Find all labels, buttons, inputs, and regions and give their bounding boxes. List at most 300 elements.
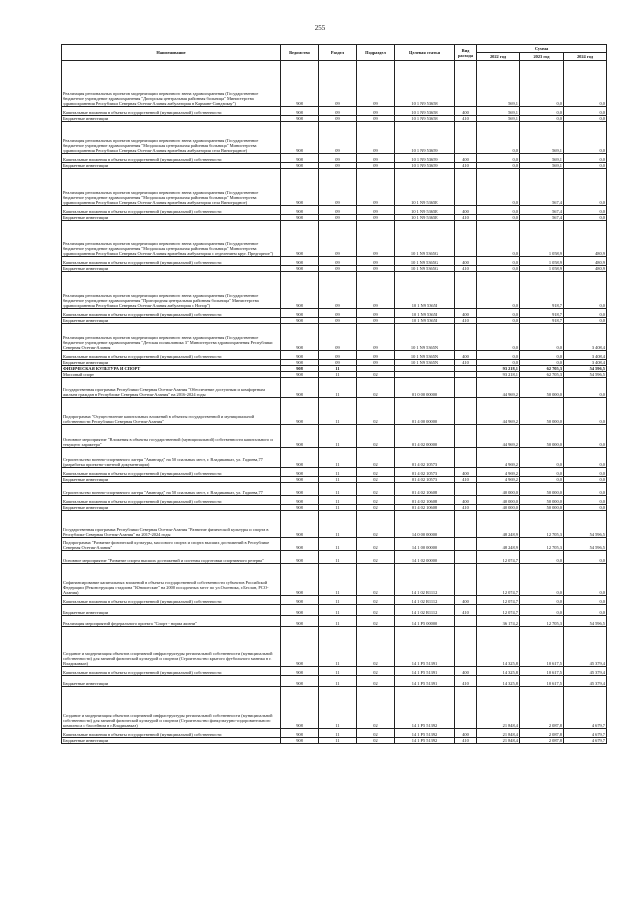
header-name: Наименование <box>62 45 281 61</box>
row-expense-type <box>455 448 477 468</box>
row-vedomstvo: 908 <box>281 366 319 372</box>
table-row <box>62 169 607 206</box>
row-sum-2023: 1 058,9 <box>520 221 564 257</box>
row-target-article: 14 1 02 00000 <box>395 551 455 564</box>
row-podrazdel: 02 <box>357 627 395 667</box>
row-name: Государственная программа Республики Северная Осетия-Алания "Обеспечение доступным и комфортным жильем граждан в Республике Северная Осетия-Алания" на 2016-2024 годы <box>62 378 281 398</box>
row-razdel: 11 <box>319 468 357 477</box>
row-expense-type <box>455 616 477 627</box>
row-vedomstvo: 908 <box>281 257 319 266</box>
row-sum-2022: 21 848,4 <box>477 738 520 744</box>
row-name: Подпрограмма "Осуществление капитальных вложений в объекты государственной и муниципальной собственности Республики Северная Осетия-Алания" <box>62 398 281 425</box>
row-razdel: 11 <box>319 627 357 667</box>
row-razdel: 11 <box>319 676 357 687</box>
row-name: Строительство военно-спортивного лагеря "Авангард" на 50 спальных мест, г. Владикавказ, ул. Гадиева,77 (разработка проектно-сметной документации) <box>62 448 281 468</box>
row-expense-type <box>455 687 477 729</box>
row-sum-2023: 0,0 <box>520 351 564 360</box>
row-sum-2024: 0,0 <box>564 496 607 505</box>
row-razdel: 09 <box>319 61 357 107</box>
row-sum-2023: 569,1 <box>520 154 564 163</box>
row-razdel: 11 <box>319 551 357 564</box>
row-razdel: 11 <box>319 738 357 744</box>
row-sum-2024: 0,0 <box>564 309 607 318</box>
row-sum-2023: 12 705,3 <box>520 616 564 627</box>
row-sum-2024: 0,0 <box>564 272 607 309</box>
table-row <box>62 676 607 687</box>
row-expense-type <box>455 272 477 309</box>
row-sum-2023: 50 000,0 <box>520 425 564 448</box>
row-sum-2024: 54 596,5 <box>564 538 607 551</box>
page-number: 255 <box>314 24 326 32</box>
row-sum-2024: 0,0 <box>564 107 607 116</box>
row-sum-2022: 569,1 <box>477 116 520 122</box>
header-vedomstvo: Ведомство <box>281 45 319 61</box>
table-row <box>62 206 607 215</box>
row-razdel: 11 <box>319 398 357 425</box>
row-sum-2024: 0,0 <box>564 551 607 564</box>
row-name: Бюджетные инвестиции <box>62 215 281 221</box>
row-sum-2023: 0,0 <box>520 360 564 366</box>
row-vedomstvo: 908 <box>281 564 319 596</box>
row-sum-2024: 0,0 <box>564 215 607 221</box>
row-expense-type: 400 <box>455 596 477 605</box>
row-sum-2022: 0,0 <box>477 169 520 206</box>
row-target-article: 10 1 N9 5365I <box>395 318 455 324</box>
table-row <box>62 496 607 505</box>
row-expense-type <box>455 551 477 564</box>
row-expense-type: 410 <box>455 266 477 272</box>
row-sum-2023: 0,0 <box>520 107 564 116</box>
row-sum-2022: 569,1 <box>477 61 520 107</box>
row-name: Бюджетные инвестиции <box>62 676 281 687</box>
row-sum-2023: 12 705,3 <box>520 538 564 551</box>
row-podrazdel: 09 <box>357 215 395 221</box>
row-target-article: 10 1 N9 53659 <box>395 122 455 154</box>
row-expense-type <box>455 483 477 496</box>
row-razdel: 11 <box>319 372 357 378</box>
row-vedomstvo: 908 <box>281 448 319 468</box>
row-sum-2023: 2 087,8 <box>520 687 564 729</box>
row-podrazdel: 09 <box>357 221 395 257</box>
row-target-article: 14 1 02 R1112 <box>395 596 455 605</box>
row-name: Реализация региональных проектов модернизации первичного звена здравоохранения (Государственное бюджетное учреждение здравоохранения "Дигорская центральная районная больница" Министерства здравоохранения Республики Северная Осетия-Алания амбулатория в Кармане-Синдзикау") <box>62 61 281 107</box>
row-vedomstvo: 908 <box>281 360 319 366</box>
row-expense-type: 410 <box>455 215 477 221</box>
row-sum-2023: 2 087,8 <box>520 729 564 738</box>
budget-table <box>61 44 607 744</box>
row-sum-2024: 0,0 <box>564 425 607 448</box>
row-vedomstvo: 908 <box>281 221 319 257</box>
row-target-article: 14 1 P5 51392 <box>395 687 455 729</box>
row-podrazdel: 02 <box>357 564 395 596</box>
table-row <box>62 61 607 107</box>
row-name: Капитальные вложения в объекты государственной (муниципальной) собственности <box>62 729 281 738</box>
row-target-article: 10 1 N9 53658 <box>395 116 455 122</box>
row-vedomstvo: 908 <box>281 468 319 477</box>
row-expense-type <box>455 221 477 257</box>
row-name: Реализация региональных проектов модернизации первичного звена здравоохранения (Государственное бюджетное учреждение здравоохранения "Моздокская центральная районная больница" Министерства здравоохранения Республики Северная Осетия-Алания врачебная амбулатория села Виноградное) <box>62 122 281 154</box>
row-sum-2023: 50 000,0 <box>520 483 564 496</box>
row-vedomstvo: 908 <box>281 154 319 163</box>
row-expense-type: 410 <box>455 477 477 483</box>
row-vedomstvo: 908 <box>281 538 319 551</box>
row-razdel: 09 <box>319 154 357 163</box>
row-sum-2024: 480,9 <box>564 221 607 257</box>
row-target-article: 01 4 00 00000 <box>395 398 455 425</box>
row-sum-2022: 93 218,1 <box>477 366 520 372</box>
row-target-article: 10 1 N9 5365G <box>395 221 455 257</box>
row-target-article: 10 1 N9 5365I <box>395 309 455 318</box>
row-expense-type: 400 <box>455 468 477 477</box>
row-vedomstvo: 908 <box>281 511 319 538</box>
row-vedomstvo: 908 <box>281 215 319 221</box>
row-podrazdel: 09 <box>357 122 395 154</box>
row-target-article: 14 1 P5 51392 <box>395 729 455 738</box>
table-row <box>62 538 607 551</box>
row-name: Капитальные вложения в объекты государственной (муниципальной) собственности <box>62 496 281 505</box>
row-target-article: 10 1 N9 53659 <box>395 163 455 169</box>
row-name: Софинансирование капитальных вложений в объекты государственной собственности субъектов Российской Федерации (Реконструкция стадиона "Юношеские" на 2000 посадочных мест по ул.Охотника, г.Беслан, РСО-Алания) <box>62 564 281 596</box>
row-razdel: 09 <box>319 206 357 215</box>
row-vedomstvo: 908 <box>281 483 319 496</box>
row-sum-2024: 0,0 <box>564 206 607 215</box>
table-row <box>62 154 607 163</box>
row-vedomstvo: 908 <box>281 163 319 169</box>
table-row <box>62 378 607 398</box>
header-year-2022: 2022 год <box>477 53 520 61</box>
row-sum-2024: 0,0 <box>564 169 607 206</box>
row-sum-2023: 50 000,0 <box>520 496 564 505</box>
table-row <box>62 122 607 154</box>
row-podrazdel: 02 <box>357 667 395 676</box>
row-name: Капитальные вложения в объекты государственной (муниципальной) собственности <box>62 309 281 318</box>
row-vedomstvo: 908 <box>281 687 319 729</box>
row-razdel: 11 <box>319 483 357 496</box>
row-vedomstvo: 908 <box>281 627 319 667</box>
row-sum-2022: 12 074,7 <box>477 596 520 605</box>
row-expense-type: 410 <box>455 605 477 616</box>
row-vedomstvo: 908 <box>281 378 319 398</box>
row-name: Капитальные вложения в объекты государственной (муниципальной) собственности <box>62 468 281 477</box>
row-razdel: 09 <box>319 324 357 351</box>
row-sum-2024: 0,0 <box>564 116 607 122</box>
row-target-article: 14 1 00 00000 <box>395 538 455 551</box>
row-sum-2024: 0,0 <box>564 154 607 163</box>
row-vedomstvo: 908 <box>281 266 319 272</box>
row-vedomstvo: 908 <box>281 477 319 483</box>
row-sum-2022: 36 174,2 <box>477 616 520 627</box>
row-name: Реализация мероприятий федерального проекта "Спорт - норма жизни" <box>62 616 281 627</box>
row-sum-2022: 48 248,9 <box>477 511 520 538</box>
row-sum-2023: 50 000,0 <box>520 398 564 425</box>
row-sum-2024: 0,0 <box>564 61 607 107</box>
row-vedomstvo: 908 <box>281 324 319 351</box>
row-expense-type: 400 <box>455 257 477 266</box>
row-vedomstvo: 908 <box>281 107 319 116</box>
table-row <box>62 425 607 448</box>
row-sum-2024: 480,9 <box>564 266 607 272</box>
row-name: Бюджетные инвестиции <box>62 163 281 169</box>
row-sum-2022: 0,0 <box>477 272 520 309</box>
row-podrazdel: 09 <box>357 309 395 318</box>
row-expense-type: 410 <box>455 676 477 687</box>
row-sum-2024: 0,0 <box>564 477 607 483</box>
row-podrazdel: 09 <box>357 360 395 366</box>
row-sum-2024: 480,9 <box>564 257 607 266</box>
row-target-article: 14 1 02 R1112 <box>395 564 455 596</box>
row-name: Капитальные вложения в объекты государственной (муниципальной) собственности <box>62 206 281 215</box>
row-expense-type: 410 <box>455 505 477 511</box>
row-sum-2024: 0,0 <box>564 378 607 398</box>
row-name: Подпрограмма "Развитие физической культуры, массового спорта и спорта высших достижений в Республике Северная Осетия-Алания" <box>62 538 281 551</box>
row-podrazdel: 09 <box>357 266 395 272</box>
table-row <box>62 616 607 627</box>
row-podrazdel: 09 <box>357 154 395 163</box>
row-sum-2022: 44 969,2 <box>477 378 520 398</box>
row-podrazdel: 02 <box>357 596 395 605</box>
row-name: Капитальные вложения в объекты государственной (муниципальной) собственности <box>62 154 281 163</box>
row-name: Создание и модернизация объектов спортивной инфраструктуры региональной собственности (муниципальной собственности) для занятий физической культурой и спортом (Строительство физкультурно-оздоровительного комплекса с бассейном в г.Владикавказ) <box>62 687 281 729</box>
row-sum-2022: 40 000,0 <box>477 505 520 511</box>
table-row <box>62 309 607 318</box>
row-sum-2022: 4 969,2 <box>477 448 520 468</box>
row-sum-2023: 62 705,3 <box>520 366 564 372</box>
row-sum-2022: 12 074,7 <box>477 564 520 596</box>
row-sum-2022: 21 848,4 <box>477 729 520 738</box>
row-sum-2023: 50 000,0 <box>520 378 564 398</box>
row-expense-type <box>455 425 477 448</box>
row-name: Бюджетные инвестиции <box>62 266 281 272</box>
row-sum-2022: 0,0 <box>477 318 520 324</box>
row-razdel: 09 <box>319 116 357 122</box>
row-podrazdel: 02 <box>357 605 395 616</box>
row-name: Капитальные вложения в объекты государственной (муниципальной) собственности <box>62 351 281 360</box>
row-sum-2023: 0,0 <box>520 596 564 605</box>
row-expense-type: 400 <box>455 107 477 116</box>
row-sum-2022: 12 074,7 <box>477 551 520 564</box>
row-podrazdel: 02 <box>357 729 395 738</box>
row-target-article: 10 1 N9 5365Е <box>395 215 455 221</box>
table-row <box>62 257 607 266</box>
row-vedomstvo: 908 <box>281 667 319 676</box>
row-podrazdel: 02 <box>357 448 395 468</box>
row-name: Капитальные вложения в объекты государственной (муниципальной) собственности <box>62 107 281 116</box>
row-podrazdel: 09 <box>357 351 395 360</box>
row-sum-2023: 0,0 <box>520 468 564 477</box>
row-sum-2024: 3 408,4 <box>564 360 607 366</box>
row-target-article: 01 0 00 00000 <box>395 378 455 398</box>
row-name: ФИЗИЧЕСКАЯ КУЛЬТУРА И СПОРТ <box>62 366 281 372</box>
row-target-article: 01 4 02 10608 <box>395 496 455 505</box>
row-sum-2022: 0,0 <box>477 351 520 360</box>
row-sum-2022: 48 248,9 <box>477 538 520 551</box>
row-sum-2024: 54 596,5 <box>564 366 607 372</box>
row-sum-2024: 3 408,4 <box>564 351 607 360</box>
row-target-article: 10 1 N9 53658 <box>395 61 455 107</box>
table-row <box>62 511 607 538</box>
table-row <box>62 351 607 360</box>
row-target-article: 14 1 P5 51391 <box>395 667 455 676</box>
header-expense-type: Вид расхода <box>455 45 477 61</box>
row-vedomstvo: 908 <box>281 398 319 425</box>
row-expense-type: 410 <box>455 163 477 169</box>
row-sum-2024: 0,0 <box>564 163 607 169</box>
table-row <box>62 605 607 616</box>
row-razdel: 11 <box>319 605 357 616</box>
row-target-article: 10 1 N9 5365N <box>395 360 455 366</box>
row-name: Реализация региональных проектов модернизации первичного звена здравоохранения (Государственное бюджетное учреждение здравоохранения "Детская поликлиника 3" Министерства здравоохранения Республики Северная Осетия-Алания <box>62 324 281 351</box>
table-row <box>62 448 607 468</box>
row-razdel: 11 <box>319 505 357 511</box>
row-target-article: 01 4 02 10573 <box>395 448 455 468</box>
row-name: Реализация региональных проектов модернизации первичного звена здравоохранения (Государственное бюджетное учреждение здравоохранения "Пригородная центральная районная больница" Министерства здравоохранения Республики Северная Осетия-Алания амбулатория с Ногир") <box>62 272 281 309</box>
row-expense-type <box>455 511 477 538</box>
row-podrazdel: 02 <box>357 496 395 505</box>
row-sum-2022: 0,0 <box>477 257 520 266</box>
row-razdel: 11 <box>319 616 357 627</box>
row-target-article: 01 4 02 10573 <box>395 477 455 483</box>
row-sum-2022: 0,0 <box>477 266 520 272</box>
row-vedomstvo: 908 <box>281 496 319 505</box>
row-expense-type: 400 <box>455 309 477 318</box>
table-row <box>62 221 607 257</box>
table-row <box>62 729 607 738</box>
row-podrazdel: 02 <box>357 676 395 687</box>
row-sum-2022: 21 848,4 <box>477 687 520 729</box>
row-razdel: 11 <box>319 667 357 676</box>
row-expense-type: 410 <box>455 318 477 324</box>
row-expense-type <box>455 627 477 667</box>
row-podrazdel: 02 <box>357 378 395 398</box>
row-expense-type <box>455 564 477 596</box>
row-razdel: 11 <box>319 596 357 605</box>
row-vedomstvo: 908 <box>281 169 319 206</box>
table-row <box>62 667 607 676</box>
row-sum-2024: 3 408,4 <box>564 324 607 351</box>
row-expense-type <box>455 169 477 206</box>
row-sum-2023: 569,1 <box>520 163 564 169</box>
row-razdel: 11 <box>319 477 357 483</box>
row-sum-2022: 14 325,8 <box>477 667 520 676</box>
row-sum-2023: 10 617,5 <box>520 627 564 667</box>
row-name: Массовый спорт <box>62 372 281 378</box>
row-expense-type: 400 <box>455 667 477 676</box>
row-target-article: 01 4 02 10608 <box>395 505 455 511</box>
row-vedomstvo: 908 <box>281 61 319 107</box>
row-sum-2022: 0,0 <box>477 360 520 366</box>
row-podrazdel: 09 <box>357 324 395 351</box>
row-razdel: 11 <box>319 378 357 398</box>
row-expense-type <box>455 538 477 551</box>
row-vedomstvo: 908 <box>281 272 319 309</box>
row-podrazdel: 02 <box>357 505 395 511</box>
row-vedomstvo: 908 <box>281 318 319 324</box>
row-razdel: 09 <box>319 215 357 221</box>
row-target-article: 10 1 N9 53659 <box>395 154 455 163</box>
row-sum-2022: 0,0 <box>477 324 520 351</box>
row-vedomstvo: 908 <box>281 309 319 318</box>
row-sum-2024: 4 679,7 <box>564 687 607 729</box>
header-razdel: Раздел <box>319 45 357 61</box>
row-podrazdel: 02 <box>357 738 395 744</box>
row-target-article: 01 4 02 10608 <box>395 483 455 496</box>
row-target-article: 01 4 02 10573 <box>395 468 455 477</box>
row-sum-2022: 0,0 <box>477 163 520 169</box>
row-vedomstvo: 908 <box>281 505 319 511</box>
row-podrazdel: 02 <box>357 483 395 496</box>
row-expense-type: 400 <box>455 729 477 738</box>
row-sum-2024: 0,0 <box>564 448 607 468</box>
row-target-article: 10 1 N9 5365I <box>395 272 455 309</box>
row-target-article: 10 1 N9 5365Е <box>395 169 455 206</box>
row-podrazdel: 02 <box>357 511 395 538</box>
table-row <box>62 687 607 729</box>
row-vedomstvo: 908 <box>281 372 319 378</box>
row-expense-type: 410 <box>455 116 477 122</box>
row-podrazdel: 09 <box>357 163 395 169</box>
row-razdel: 11 <box>319 448 357 468</box>
row-razdel: 09 <box>319 309 357 318</box>
row-sum-2024: 0,0 <box>564 564 607 596</box>
row-sum-2022: 4 969,2 <box>477 468 520 477</box>
row-target-article: 14 1 P5 00000 <box>395 616 455 627</box>
row-target-article: 10 1 N9 53658 <box>395 107 455 116</box>
header-sum: Сумма <box>477 45 607 53</box>
row-vedomstvo: 908 <box>281 616 319 627</box>
row-sum-2023: 1 058,9 <box>520 266 564 272</box>
row-expense-type: 400 <box>455 496 477 505</box>
row-sum-2022: 0,0 <box>477 309 520 318</box>
row-razdel: 11 <box>319 687 357 729</box>
row-sum-2022: 0,0 <box>477 215 520 221</box>
row-razdel: 09 <box>319 272 357 309</box>
row-expense-type: 410 <box>455 738 477 744</box>
header-year-2024: 2024 год <box>564 53 607 61</box>
row-sum-2023: 0,0 <box>520 324 564 351</box>
row-podrazdel: 09 <box>357 61 395 107</box>
row-target-article: 10 1 N9 5365Е <box>395 206 455 215</box>
row-razdel: 09 <box>319 107 357 116</box>
row-name: Создание и модернизация объектов спортивной инфраструктуры региональной собственности (муниципальной собственности) для занятий физической культурой и спортом (Строительство крытого футбольного манежа в г. Владикавказ) <box>62 627 281 667</box>
row-sum-2022: 40 000,0 <box>477 496 520 505</box>
row-sum-2022: 0,0 <box>477 221 520 257</box>
row-vedomstvo: 908 <box>281 551 319 564</box>
table-row <box>62 483 607 496</box>
table-row <box>62 398 607 425</box>
row-target-article: 14 1 P5 51391 <box>395 676 455 687</box>
table-row <box>62 738 607 744</box>
table-row <box>62 551 607 564</box>
row-name: Реализация региональных проектов модернизации первичного звена здравоохранения (Государственное бюджетное учреждение здравоохранения "Моздокская центральная районная больница" Министерства здравоохранения Республики Северная Осетия-Алания врачебная амбулатория села Виноградное) <box>62 169 281 206</box>
row-podrazdel: 02 <box>357 398 395 425</box>
row-sum-2024: 0,0 <box>564 122 607 154</box>
table-row <box>62 272 607 309</box>
row-expense-type <box>455 398 477 425</box>
row-sum-2024: 45 379,4 <box>564 676 607 687</box>
row-name: Основное мероприятие "Развитие спорта высших достижений и системы подготовки спортивного резерва" <box>62 551 281 564</box>
row-podrazdel: 02 <box>357 538 395 551</box>
row-sum-2023: 0,0 <box>520 605 564 616</box>
row-vedomstvo: 908 <box>281 605 319 616</box>
header-year-2023: 2023 год <box>520 53 564 61</box>
row-podrazdel: 09 <box>357 107 395 116</box>
row-razdel: 09 <box>319 169 357 206</box>
row-sum-2024: 0,0 <box>564 505 607 511</box>
row-sum-2024: 54 596,5 <box>564 511 607 538</box>
row-podrazdel: 09 <box>357 257 395 266</box>
row-name: Бюджетные инвестиции <box>62 605 281 616</box>
row-podrazdel: 02 <box>357 551 395 564</box>
